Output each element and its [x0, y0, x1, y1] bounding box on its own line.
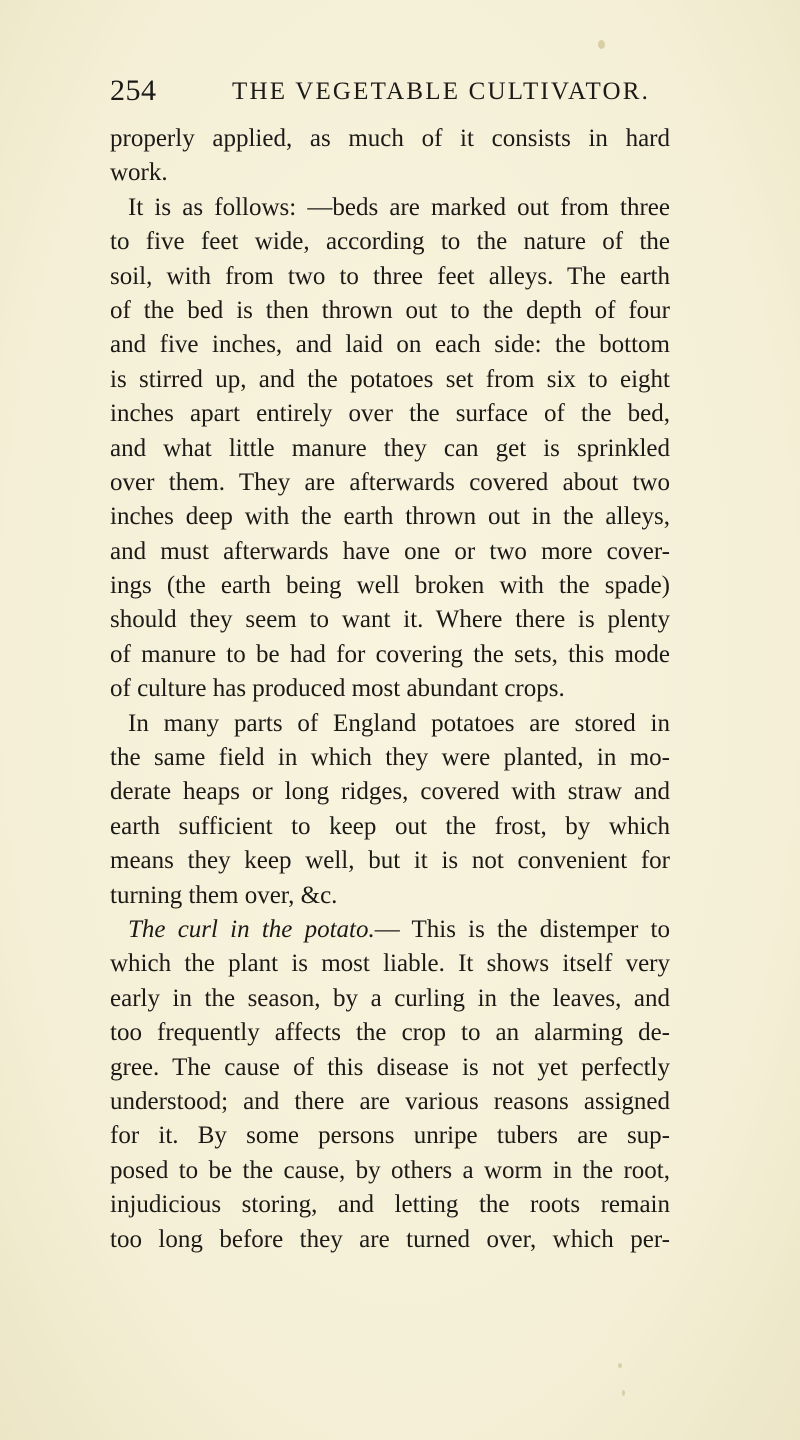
text-line: and five inches, and laid on each side: the bottom — [110, 331, 670, 359]
text-line: of culture has produced most abundant crops. — [110, 675, 565, 703]
text-line: to five feet wide, according to the nature of the — [110, 228, 670, 256]
text-line: posed to be the cause, by others a worm in the root, — [110, 1156, 670, 1184]
text-line: of manure to be had for covering the sets, this mode — [110, 640, 670, 668]
paper-blemish — [622, 1390, 625, 1396]
text-line: inches apart entirely over the surface of the bed, — [110, 400, 670, 428]
text-line: means they keep well, but it is not convenient for — [110, 847, 670, 875]
section-heading-curl: The curl in the potato. — [128, 915, 375, 943]
text-line: injudicious storing, and letting the roots remain — [110, 1191, 670, 1219]
text-line: It is as follows: —beds are marked out from three — [128, 193, 670, 221]
text-line: of the bed is then thrown out to the depth of four — [110, 296, 670, 324]
text-line: understood; and there are various reasons assigned — [110, 1087, 670, 1115]
page-number: 254 — [110, 74, 157, 107]
text-line: too frequently affects the crop to an alarming de- — [110, 1019, 670, 1047]
text-line: which the plant is most liable. It shows itself very — [110, 950, 670, 978]
text-line: turning them over, &c. — [110, 881, 338, 909]
text-line: gree. The cause of this disease is not yet perfectly — [110, 1053, 670, 1081]
text-line: work. — [110, 159, 168, 187]
running-title: THE VEGETABLE CULTIVATOR. — [232, 78, 651, 105]
text-line: for it. By some persons unripe tubers are sup- — [110, 1122, 670, 1150]
text-line: In many parts of England potatoes are stored in — [128, 709, 670, 737]
text-line: the same field in which they were planted, in mo- — [110, 744, 670, 772]
text-line: early in the season, by a curling in the leaves, and — [110, 984, 670, 1012]
text-line: and must afterwards have one or two more cover- — [110, 537, 670, 565]
text-fragment: — This is the distemper to — [374, 915, 670, 943]
text-line: ings (the earth being well broken with the spade) — [110, 572, 670, 600]
paper-blemish — [618, 1363, 622, 1368]
text-line: inches deep with the earth thrown out in the alleys, — [110, 503, 670, 531]
text-line: derate heaps or long ridges, covered with straw and — [110, 778, 670, 806]
body-text — [110, 122, 670, 1257]
text-line: soil, with from two to three feet alleys. The earth — [110, 262, 670, 290]
text-line: over them. They are afterwards covered about two — [110, 468, 670, 496]
text-line: too long before they are turned over, which per- — [110, 1225, 670, 1253]
text-line: and what little manure they can get is sprinkled — [110, 434, 670, 462]
text-line: should they seem to want it. Where there is plenty — [110, 606, 670, 634]
text-line: is stirred up, and the potatoes set from six to eight — [110, 365, 670, 393]
paper-blemish — [598, 40, 605, 49]
text-line — [110, 913, 670, 947]
text-line: earth sufficient to keep out the frost, by which — [110, 812, 670, 840]
text-line: properly applied, as much of it consists in hard — [110, 125, 670, 152]
running-head — [110, 74, 670, 114]
